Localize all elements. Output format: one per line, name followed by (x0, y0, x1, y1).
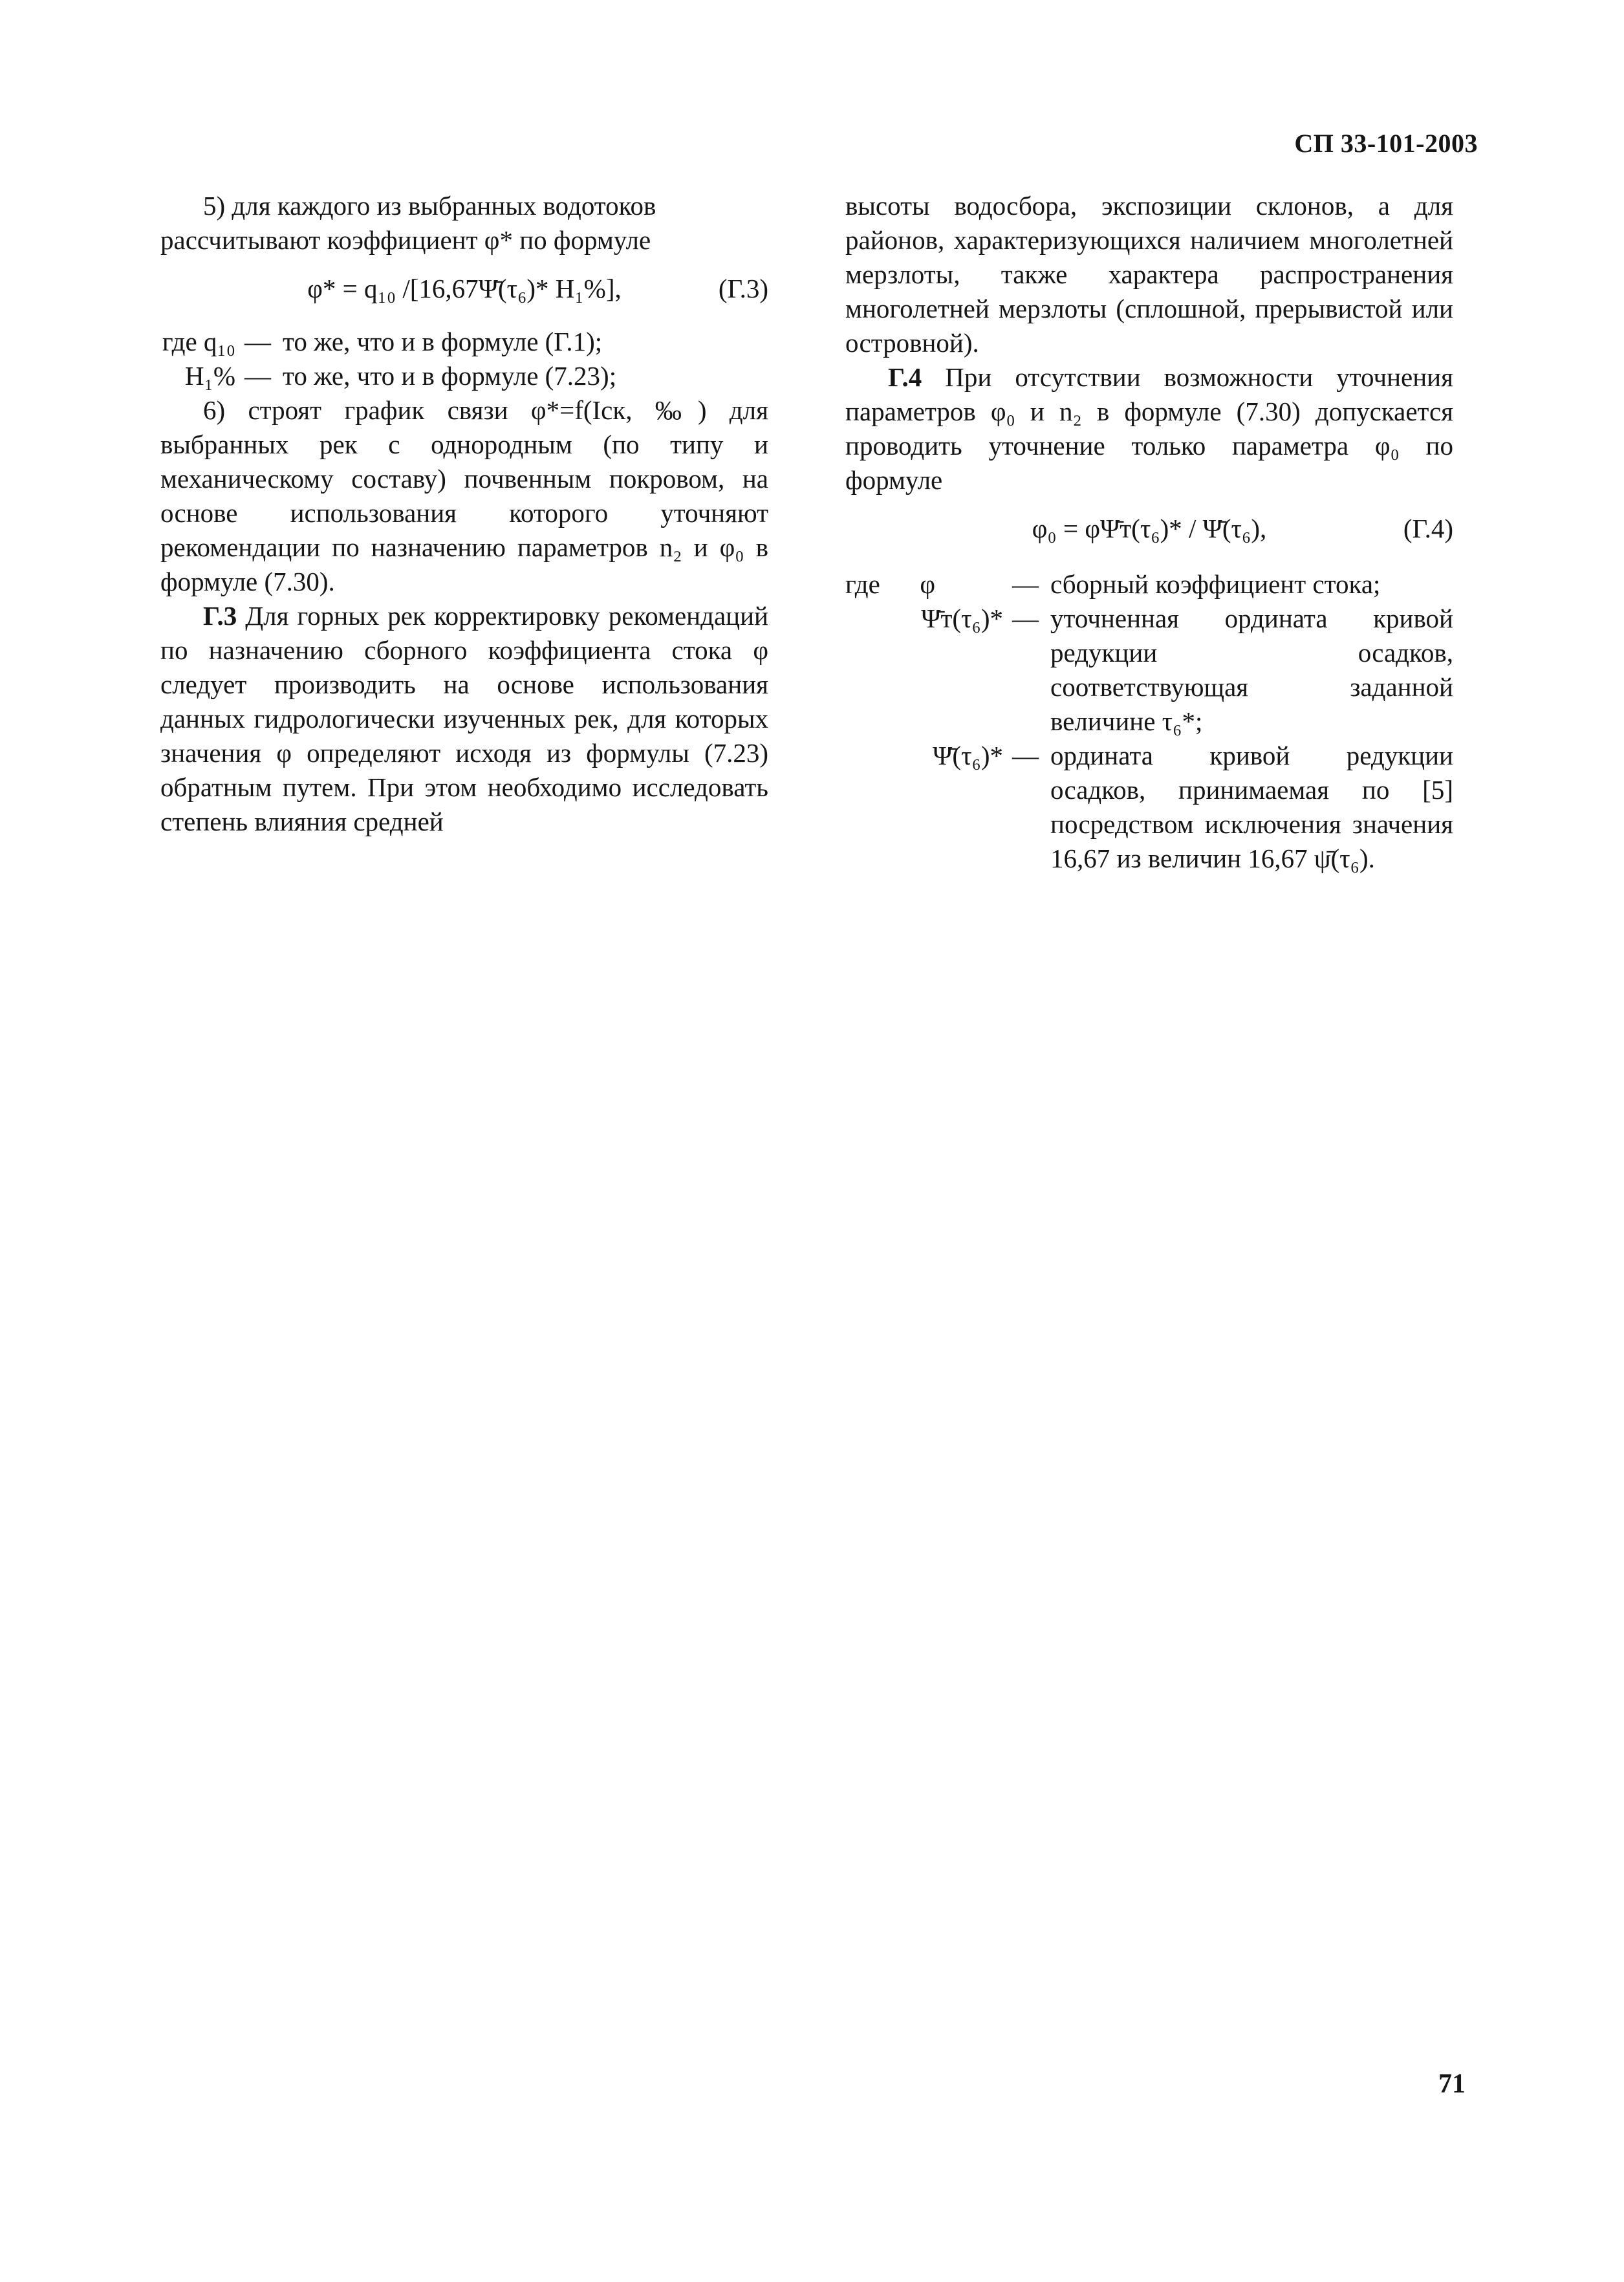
item-5-line: 5) для каждого из выбранных водотоков (203, 191, 656, 221)
definition-text: то же, что и в формуле (7.23); (283, 361, 617, 391)
formula-g4-expression: φ₀ = φΨ̄т(τ₆)* / Ψ̄(τ₆), (1032, 514, 1267, 543)
definition-dash: — (244, 361, 271, 391)
section-g3-label: Г.3 (203, 601, 237, 631)
item-5-paragraph (160, 189, 768, 257)
definition-text: уточненная ордината кривой редукции осадков, соответствующая заданной величине τ₆*; (1050, 603, 1453, 736)
definition-term: H₁% (184, 361, 235, 391)
definition-dash: — (1012, 741, 1039, 770)
formula-g4-definitions (845, 567, 1453, 876)
formula-g4-number: (Г.4) (1403, 514, 1453, 543)
definition-row (845, 739, 1453, 876)
definition-term: где φ (845, 569, 935, 599)
definition-term: где q₁₀ (162, 327, 235, 356)
definition-text: сборный коэффициент стока; (1050, 569, 1381, 599)
definition-text: ордината кривой редукции осадков, принимаемая по [5] посредством исключения значения 16,67 из величин 16,67 ψ̄(τ₆). (1050, 741, 1453, 873)
section-g4-label: Г.4 (888, 362, 922, 392)
section-g3-text: Для горных рек корректировку рекомендаций по назначению сборного коэффициента стока φ следует производить на основе использования данных гидрологически изученных рек, для которых значения φ определяют исходя из формулы (7.23) обратным путем. При этом необходимо исследовать степень влияния средней (160, 601, 768, 836)
page-number: 71 (1438, 2069, 1466, 2099)
item-5-line: рассчитывают коэффициент φ* по формуле (160, 225, 651, 255)
definition-row (845, 602, 1453, 739)
definition-row (160, 325, 768, 359)
definition-row (160, 359, 768, 393)
definition-term: Ψ̄т(τ₆)* (921, 603, 1003, 633)
definition-row (845, 567, 1453, 602)
definition-term: Ψ̄(τ₆)* (933, 741, 1003, 770)
definition-dash: — (1012, 603, 1039, 633)
formula-g3-definitions (160, 325, 768, 393)
left-column (160, 189, 768, 839)
formula-g3-expression: φ* = q₁₀ /[16,67Ψ̄(τ₆)* H₁%], (307, 274, 622, 303)
definition-dash: — (1012, 569, 1039, 599)
formula-g3-number: (Г.3) (718, 274, 768, 303)
right-column (845, 189, 1453, 876)
item-6-paragraph: 6) строят график связи φ*=f(Iск, ‰) для выбранных рек с однородным (по типу и механическому составу) почвенным покровом, на основе использования которого уточняют рекомендации по назначению параметров n₂ и φ₀ в формуле (7.30). (160, 395, 768, 596)
definition-dash: — (244, 327, 271, 356)
formula-g4 (845, 500, 1453, 554)
document-code-header: СП 33-101-2003 (1294, 129, 1478, 158)
section-g4-paragraph (845, 360, 1453, 497)
formula-g3 (160, 260, 768, 314)
section-g4-text: При отсутствии возможности уточнения параметров φ₀ и n₂ в формуле (7.30) допускается проводить уточнение только параметра φ₀ по формуле (845, 362, 1453, 495)
section-g3-continuation: высоты водосбора, экспозиции склонов, а для районов, характеризующихся наличием многолетней мерзлоты, также характера распространения многолетней мерзлоты (сплошной, прерывистой или островной). (845, 191, 1453, 358)
definition-text: то же, что и в формуле (Г.1); (283, 327, 603, 356)
section-g3-paragraph (160, 599, 768, 839)
